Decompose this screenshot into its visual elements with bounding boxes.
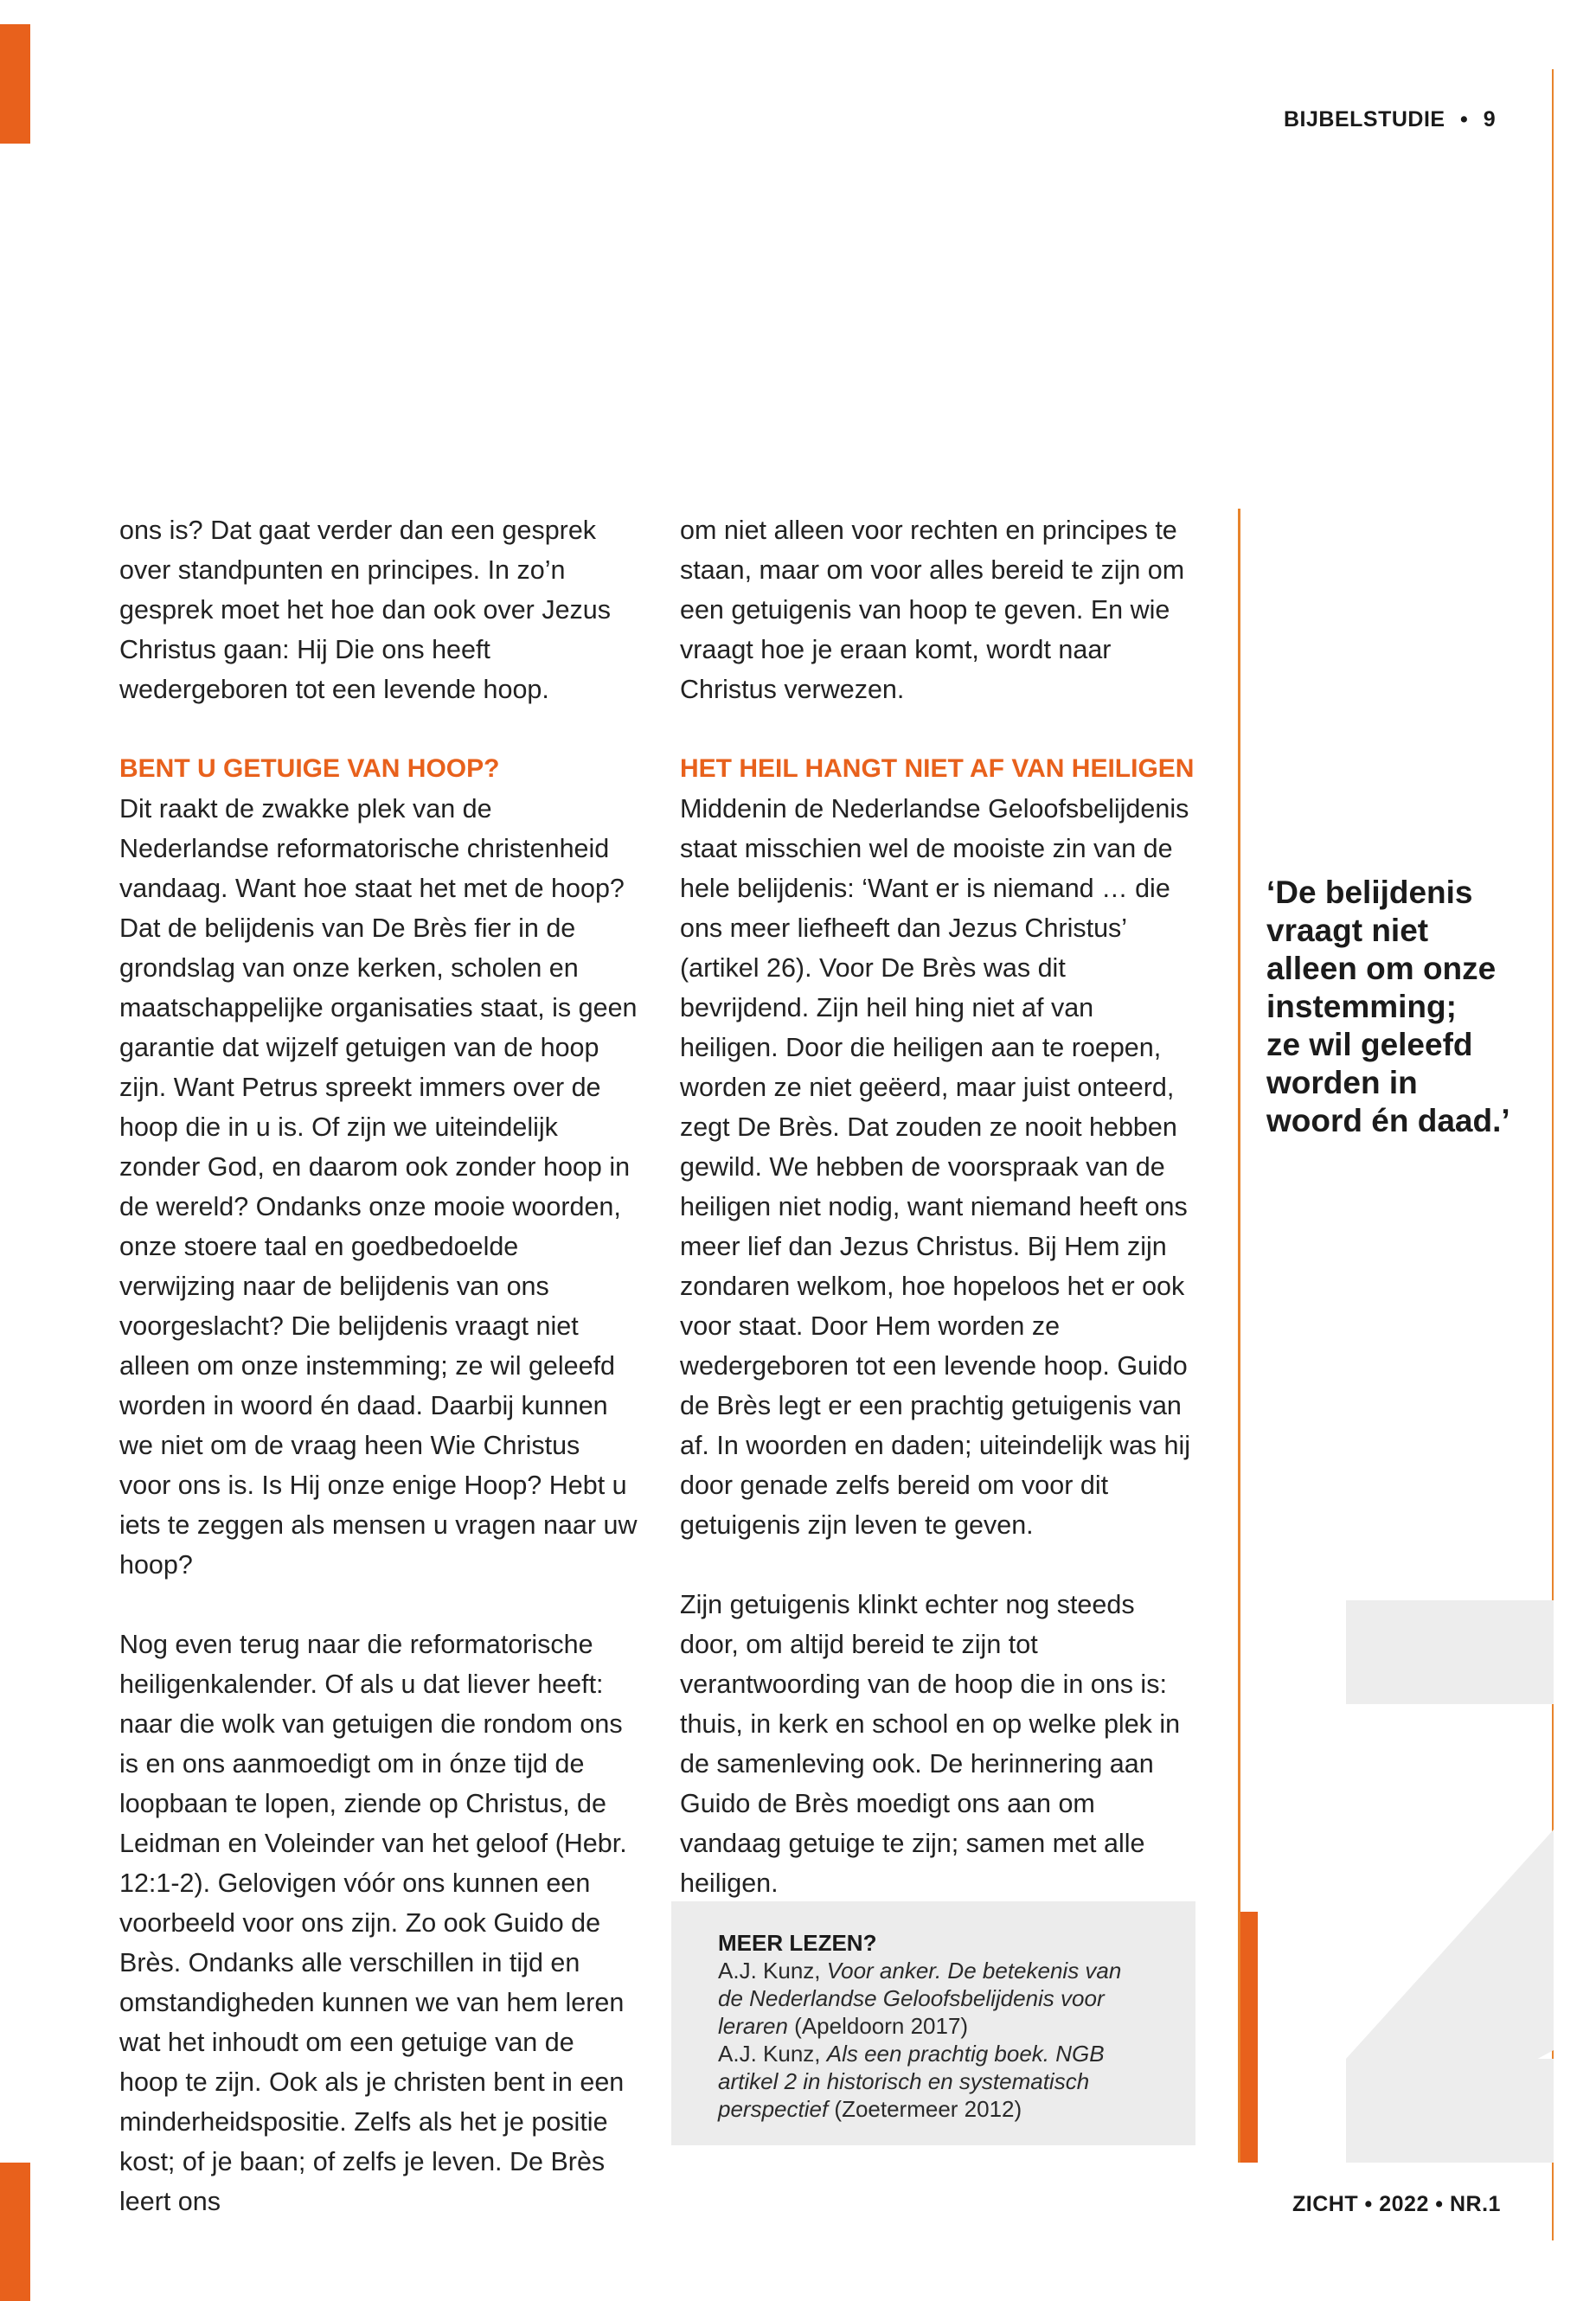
pull-quote-line: vraagt niet bbox=[1266, 913, 1429, 948]
further-reading-box bbox=[671, 1901, 1195, 2145]
pull-quote-line: woord én daad.’ bbox=[1266, 1103, 1510, 1138]
paragraph: Zijn getuigenis klinkt echter nog steeds door, om altijd bereid te zijn tot verantwoording van de hoop die in ons is: thuis, in kerk en school en op welke plek in de samenleving ook. De herinnering aan Guido de Brès moedigt ons aan om vandaag getuige te zijn; samen met alle heiligen. bbox=[680, 1590, 1181, 1898]
paragraph: Middenin de Nederlandse Geloofsbelijdenis staat misschien wel de mooiste zin van de hele belijdenis: ‘Want er is niemand … die ons meer liefheeft dan Jezus Christus’ (artikel 26). Voor De Brès was dit bevrijdend. Zijn heil hing niet af van heiligen. Door die heiligen aan te roepen, worden ze niet geëerd, maar juist onteerd, zegt De Brès. Dat zouden ze nooit hebben gewild. We hebben de voorspraak van de heiligen niet nodig, want niemand heeft ons meer lief dan Jezus Christus. Bij Hem zijn zondaren welkom, hoe hopeloos het er ook voor staat. Door Hem worden ze wedergeboren tot een levende hoop. Guido de Brès legt er een prachtig getuigenis van af. In woorden en daden; uiteindelijk was hij door genade zelfs bereid om voor dit getuigenis zijn leven te geven. bbox=[680, 794, 1191, 1540]
section-label: BIJBELSTUDIE bbox=[1284, 107, 1445, 131]
further-reading-title: MEER LEZEN? bbox=[718, 1930, 877, 1956]
bottom-orange-mark bbox=[0, 2163, 30, 2301]
pull-quote-line: instemming; bbox=[1266, 989, 1457, 1024]
paragraph: ons is? Dat gaat verder dan een gesprek over standpunten en principes. In zo’n gesprek moet het hoe dan ook over Jezus Christus gaan: Hij Die ons heeft wedergeboren tot een levende hoop. bbox=[119, 516, 611, 704]
pull-quote-line: ze wil geleefd bbox=[1266, 1027, 1473, 1062]
reference-title: Als een prachtig boek. NGB bbox=[826, 2041, 1105, 2067]
pull-quote-line: alleen om onze bbox=[1266, 951, 1497, 986]
article-column-left bbox=[119, 510, 638, 2221]
section-heading: BENT U GETUIGE VAN HOOP? bbox=[119, 754, 500, 783]
deco-orange-mark bbox=[1239, 1912, 1258, 2163]
running-header bbox=[1284, 107, 1496, 132]
paragraph: om niet alleen voor rechten en principes te staan, maar om voor alles bereid te zijn om een getuigenis van hoop te geven. En wie vraagt hoe je eraan komt, wordt naar Christus verwezen. bbox=[680, 516, 1185, 704]
reference-publisher: (Apeldoorn 2017) bbox=[787, 2013, 969, 2039]
reference-author: A.J. Kunz, bbox=[718, 1958, 827, 1984]
pull-quote-line: ‘De belijdenis bbox=[1266, 875, 1473, 910]
page-number: 9 bbox=[1483, 107, 1497, 131]
reference-title: perspectief bbox=[718, 2096, 829, 2122]
top-orange-mark bbox=[0, 24, 30, 144]
reference-title: de Nederlandse Geloofsbelijdenis voor bbox=[718, 1985, 1105, 2011]
reference-title: leraren bbox=[718, 2013, 788, 2039]
decorative-z-shape bbox=[1346, 1600, 1554, 2163]
reference-author: A.J. Kunz, bbox=[718, 2041, 827, 2067]
sidebar-divider-rule bbox=[1238, 509, 1240, 2163]
reference-publisher: (Zoetermeer 2012) bbox=[828, 2096, 1022, 2122]
running-footer: ZICHT • 2022 • NR.1 bbox=[1292, 2192, 1501, 2216]
article-column-right bbox=[680, 510, 1199, 1903]
paragraph: Nog even terug naar die reformatorische heiligenkalender. Of als u dat liever heeft: naar die wolk van getuigen die rondom ons is en ons aanmoedigt om in ónze tijd de loopbaan te lopen, ziende op Christus, de Leidman en Voleinder van het geloof (Hebr. 12:1-2). Gelovigen vóór ons kunnen een voorbeeld voor ons zijn. Zo ook Guido de Brès. Ondanks alle verschillen in tijd en omstandigheden kunnen we van hem leren wat het inhoudt om een getuige van de hoop te zijn. Ook als je christen bent in een minderheidspositie. Zelfs als het je positie kost; of je baan; of zelfs je leven. De Brès leert ons bbox=[119, 1630, 627, 2216]
reference-title: artikel 2 in historisch en systematisch bbox=[718, 2068, 1090, 2094]
reference-item bbox=[718, 2040, 1170, 2123]
reference-title: Voor anker. De betekenis van bbox=[826, 1958, 1122, 1984]
pull-quote bbox=[1266, 874, 1543, 1140]
section-heading: HET HEIL HANGT NIET AF VAN HEILIGEN bbox=[680, 754, 1195, 783]
paragraph: Dit raakt de zwakke plek van de Nederlandse reformatorische christenheid vandaag. Want hoe staat het met de hoop? Dat de belijdenis van De Brès fier in de grondslag van onze kerken, scholen en maatschappelijke organisaties staat, is geen garantie dat wijzelf getuigen van de hoop zijn. Want Petrus spreekt immers over de hoop die in u is. Of zijn we uiteindelijk zonder God, en daarom ook zonder hoop in de wereld? Ondanks onze mooie woorden, onze stoere taal en goedbedoelde verwijzing naar de belijdenis van ons voorgeslacht? Die belijdenis vraagt niet alleen om onze instemming; ze wil geleefd worden in woord én daad. Daarbij kunnen we niet om de vraag heen Wie Christus voor ons is. Is Hij onze enige Hoop? Hebt u iets te zeggen als mensen u vragen naar uw hoop? bbox=[119, 794, 638, 1580]
pull-quote-line: worden in bbox=[1266, 1065, 1418, 1100]
reference-item bbox=[718, 1957, 1170, 2040]
header-separator: • bbox=[1460, 107, 1469, 131]
